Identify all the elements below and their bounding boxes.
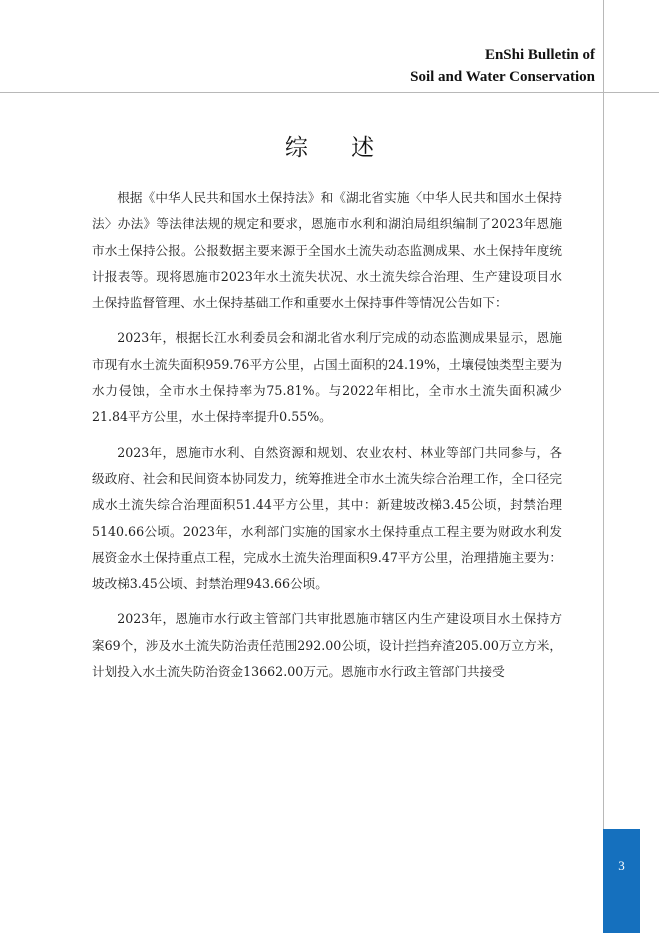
header-line-2: Soil and Water Conservation <box>410 69 595 85</box>
header-line-1: EnShi Bulletin of <box>484 47 595 63</box>
page-number: 3 <box>618 858 625 873</box>
paragraph-intro: 根据《中华人民共和国水土保持法》和《湖北省实施〈中华人民共和国水土保持法〉办法》等法律法规的规定和要求，恩施市水利和湖泊局组织编制了2023年恩施市水土保持公报。公报数据主要来源于全国水土流失动态监测成果、水土保持年度统计报表等。现将恩施市2023年水土流失状况、水土流失综合治理、生产建设项目水土保持监督管理、水土保持基础工作和重要水土保持事件等情况公告如下： <box>92 190 562 311</box>
running-header <box>410 44 595 88</box>
paragraph-supervision: 2023年，恩施市水行政主管部门共审批恩施市辖区内生产建设项目水土保持方案69个，涉及水土流失防治责任范围292.00公顷，设计拦挡弃渣205.00万立方米，计划投入水土流失防治资金13662.00万元。恩施市水行政主管部门共接受 <box>92 611 562 680</box>
page-number-tab <box>603 829 640 933</box>
header-rule <box>0 92 659 93</box>
body-text <box>92 185 562 694</box>
paragraph-comprehensive-control: 2023年，恩施市水利、自然资源和规划、农业农村、林业等部门共同参与，各级政府、社会和民间资本协同发力，统筹推进全市水土流失综合治理工作，全口径完成水土流失综合治理面积51.44平方公里，其中：新建坡改梯3.45公顷，封禁治理5140.66公顷。2023年，水利部门实施的国家水土保持重点工程主要为财政水利发展资金水土保持重点工程，完成水土流失治理面积9.47平方公里，治理措施主要为：坡改梯3.45公顷、封禁治理943.66公顷。 <box>92 444 562 592</box>
page-title: 综 述 <box>284 135 393 161</box>
paragraph-erosion-status: 2023年，根据长江水利委员会和湖北省水利厅完成的动态监测成果显示，恩施市现有水土流失面积959.76平方公里，占国土面积的24.19%，土壤侵蚀类型主要为水力侵蚀，全市水土保持率为75.81%。与2022年相比，全市水土流失面积减少21.84平方公里，水土保持率提升0.55%。 <box>92 330 562 425</box>
